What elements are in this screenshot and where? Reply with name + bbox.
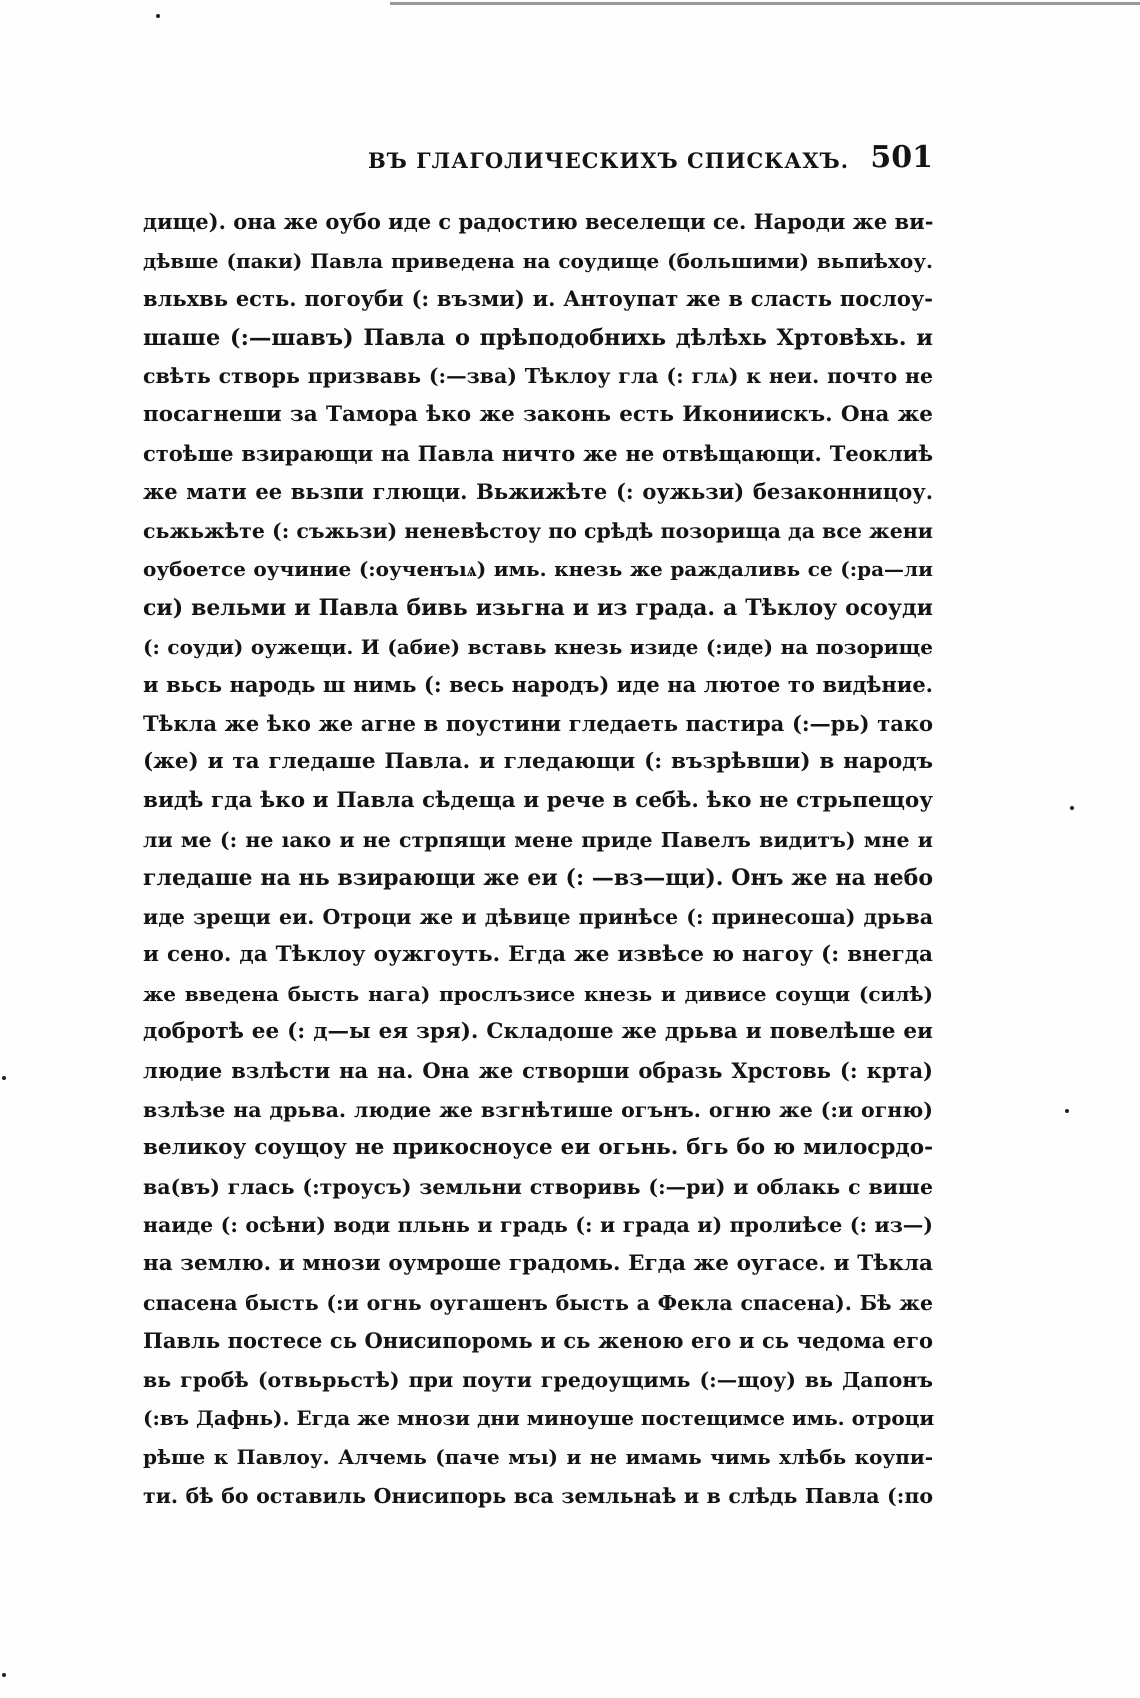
text-line: Тѣкла же ѣко же агне в поустини гледаеть пастира (:—рь) тако bbox=[143, 710, 933, 736]
text-line: сьжьжѣте (: съжьзи) неневѣстоу по срѣдѣ позорища да все жени bbox=[143, 518, 934, 543]
text-line: спасена бысть (:и огнь оугашенъ бысть а Фекла спасена). Бѣ же bbox=[143, 1290, 933, 1315]
scan-top-edge bbox=[390, 2, 1140, 5]
page-header bbox=[143, 136, 933, 176]
text-line: стоѣше взирающи на Павла ничто же не отвѣщающи. Теоклиѣ bbox=[143, 440, 933, 466]
text-line: ти. бѣ бо оставиль Онисипорь вса земльнаѣ и в слѣдь Павла (:по bbox=[143, 1483, 933, 1508]
text-line: добротѣ ее (: д—ы ея зря). Складоше же дрьва и повелѣше еи bbox=[143, 1019, 933, 1045]
text-line: дѣвше (паки) Павла приведена на соудище (большими) вьпиѣхоу. bbox=[143, 248, 933, 273]
scan-speck bbox=[2, 1673, 6, 1677]
text-line: и сено. да Тѣклоу оужгоуть. Егда же извѣсе ю нагоу (: внегда bbox=[143, 942, 933, 968]
page-number: 501 bbox=[870, 140, 933, 175]
text-line: наиде (: осѣни) води пльнь и градь (: и града и) пролиѣсе (: из—) bbox=[143, 1213, 933, 1238]
text-line: иде зрещи еи. Отроци же и дѣвице принѣсе (: принесоша) дрьва bbox=[143, 904, 933, 929]
text-line: на землю. и мнози оумроше градомь. Егда же оугасе. и Тѣкла bbox=[143, 1251, 933, 1277]
text-line: шаше (:—шавъ) Павла о прѣподобнихь дѣлѣхь Хртовѣхь. и bbox=[143, 324, 933, 351]
scan-speck bbox=[2, 1076, 6, 1080]
text-line: оубоетсе оучиние (:оученъıѧ) имь. кнезь же раждаливь се (:ра—ли bbox=[143, 557, 933, 582]
text-line: людие взлѣсти на на. Она же створши образь Хрстовь (: крта) bbox=[143, 1058, 933, 1084]
scan-speck bbox=[1070, 806, 1074, 810]
text-line: ва(въ) глась (:троусъ) земльни створивь (:—ри) и облакь с више bbox=[143, 1174, 933, 1199]
text-line: ли ме (: не ıако и не стрпящи мене приде Павелъ видитъ) мне и bbox=[143, 827, 933, 852]
text-line: дище). она же оубо иде с радостию веселещи се. Народи же ви- bbox=[143, 209, 934, 234]
text-line: великоу соущоу не прикосноусе еи огьнь. бгь бо ю милосрдо- bbox=[143, 1135, 933, 1161]
text-line: вь гробѣ (отвьрьстѣ) при поути гредоущимь (:—щоу) вь Дапонъ bbox=[143, 1367, 933, 1392]
text-line: же мати ее вьзпи глющи. Вьжижѣте (: оужьзи) безаконницоу. bbox=[143, 479, 933, 505]
scan-speck bbox=[1065, 1109, 1069, 1113]
text-line: же введена бысть нага) прослъзисе кнезь и дивисе соущи (силѣ) bbox=[143, 981, 933, 1006]
text-line: вльхвь есть. погоуби (: възми) и. Антоупат же в сласть послоу- bbox=[143, 286, 933, 312]
body-text bbox=[143, 203, 933, 1515]
running-head: ВЪ ГЛАГОЛИЧЕСКИХЪ СПИСКАХЪ. bbox=[368, 148, 850, 173]
text-line: и вьсь народь ш нимь (: весь народъ) иде на лютое то видѣние. bbox=[143, 672, 933, 698]
text-line: (же) и та гледаше Павла. и гледающи (: възрѣвши) в народъ bbox=[143, 749, 933, 775]
text-line: свѣть створь призвавь (:—зва) Тѣклоу гла (: глѧ) к неи. почто не bbox=[143, 364, 933, 389]
text-line: гледаше на нь взирающи же еи (: —вз—щи). Онъ же на небо bbox=[143, 865, 933, 892]
text-line: Павль постесе сь Онисипоромь и сь женою его и сь чедома его bbox=[143, 1328, 933, 1354]
text-line: (:въ Дафнь). Егда же мнози дни миноуше постещимсе имь. отроци bbox=[143, 1406, 935, 1431]
text-line: взлѣзе на дрьва. людие же взгнѣтише огънъ. огню же (:и огню) bbox=[143, 1097, 933, 1122]
text-line: видѣ гда ѣко и Павла сѣдеща и рече в себѣ. ѣко не стрьпещоу bbox=[143, 787, 933, 813]
text-line: (: соуди) оужещи. И (абие) вставь кнезь изиде (:иде) на позорище bbox=[143, 634, 933, 659]
text-line: си) вельми и Павла бивь изьгна и из града. а Тѣклоу осоуди bbox=[143, 594, 933, 621]
scan-speck bbox=[156, 14, 160, 18]
text-line: посагнеши за Тамора ѣко же законь есть Икониискъ. Она же bbox=[143, 401, 933, 427]
text-line: рѣше к Павлоу. Алчемь (паче мъı) и не имамь чимь хлѣбь коупи- bbox=[143, 1445, 933, 1469]
